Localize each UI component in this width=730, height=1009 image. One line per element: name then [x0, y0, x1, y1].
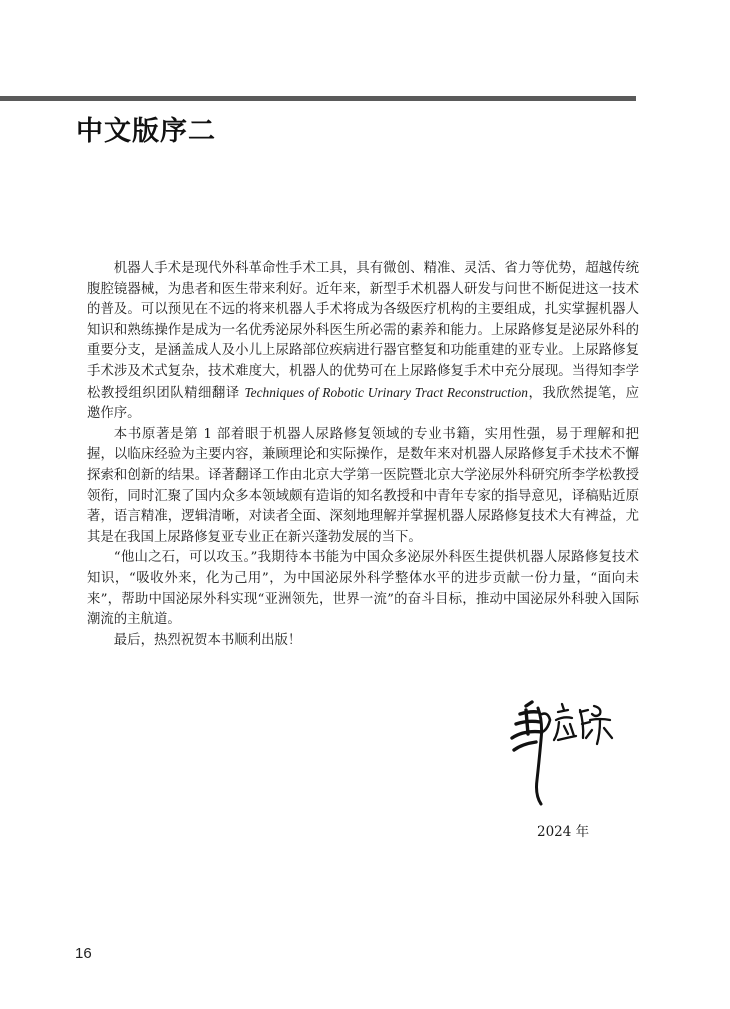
- preface-body: [87, 259, 639, 651]
- handwritten-signature: [506, 700, 616, 808]
- paragraph-2: 本书原著是第 1 部着眼于机器人尿路修复领域的专业书籍，实用性强，易于理解和把握，以临床经验为主要内容，兼顾理论和实际操作，是数年来对机器人尿路修复手术技术不懈探索和创新的结果。译著翻译工作由北京大学第一医院暨北京大学泌尿外科研究所李学松教授领衔，同时汇聚了国内众多本领域颇有造诣的知名教授和中青年专家的指导意见，译稿贴近原著，语言精准，逻辑清晰，对读者全面、深刻地理解并掌握机器人尿路修复技术大有裨益，尤其是在我国上尿路修复亚专业正在新兴蓬勃发展的当下。: [87, 426, 639, 545]
- page-number: 16: [75, 945, 92, 962]
- original-book-title: Techniques of Robotic Urinary Tract Reconstruction: [244, 384, 528, 400]
- header-rule: [0, 96, 636, 101]
- paragraph-4: 最后，热烈祝贺本书顺利出版！: [113, 632, 302, 648]
- paragraph-1-text: 机器人手术是现代外科革命性手术工具，具有微创、精准、灵活、省力等优势，超越传统腹腔镜器械，为患者和医生带来利好。近年来，新型手术机器人研发与问世不断促进这一技术的普及。可以预见在不远的将来机器人手术将成为各级医疗机构的主要组成，扎实掌握机器人知识和熟练操作是成为一名优秀泌尿外科医生所必需的素养和能力。上尿路修复是泌尿外科的重要分支，是涵盖成人及小儿上尿路部位疾病进行器官整复和功能重建的亚专业。上尿路修复手术涉及术式复杂，技术难度大，机器人的优势可在上尿路修复手术中充分展现。当得知李学松教授组织团队精细翻译: [87, 261, 639, 401]
- paragraph-3: “他山之石，可以攻玉。”我期待本书能为中国众多泌尿外科医生提供机器人尿路修复技术知识，“吸收外来，化为己用”，为中国泌尿外科学整体水平的进步贡献一份力量，“面向未来”，帮助中国泌尿外科实现“亚洲领先，世界一流”的奋斗目标，推动中国泌尿外科驶入国际潮流的主航道。: [87, 550, 639, 628]
- page-title: 中文版序二: [76, 116, 216, 147]
- paragraph-1: [87, 259, 639, 425]
- paragraph-1-text-end: ，我欣然提笔，应邀作序。: [87, 385, 639, 422]
- date: 2024 年: [537, 824, 590, 840]
